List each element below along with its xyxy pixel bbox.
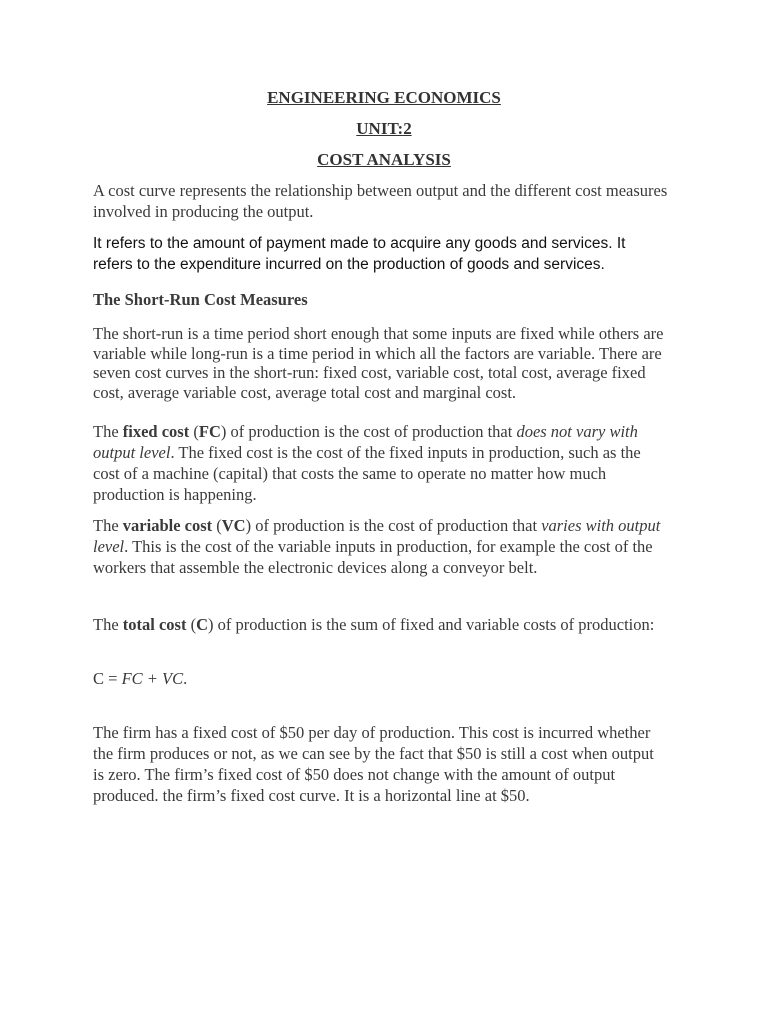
definition-paragraph: It refers to the amount of payment made to acquire any goods and services. It refers to the expenditure incurred on the production of goods and services. <box>93 235 626 273</box>
total-cost-term: total cost <box>122 615 187 634</box>
total-cost-paragraph <box>93 614 668 635</box>
short-run-heading: The Short-Run Cost Measures <box>93 290 308 309</box>
variable-cost-paren-close: ) <box>245 516 252 535</box>
total-cost-rest: of production is the sum of fixed and variable costs of production: <box>213 615 655 634</box>
variable-cost-emphasis: varies with output level <box>93 516 661 556</box>
fixed-cost-rest: . The fixed cost is the cost of the fixed inputs in production, such as the cost of a machine (capital) that costs the same to operate no matter how much production is happening. <box>93 443 641 504</box>
intro-paragraph: A cost curve represents the relationship between output and the different cost measures involved in producing the output. <box>93 181 668 221</box>
variable-cost-pre: The <box>93 516 123 535</box>
variable-cost-rest: . This is the cost of the variable inputs in production, for example the cost of the workers that assemble the electronic devices along a conveyor belt. <box>93 537 653 577</box>
fixed-cost-abbr: FC <box>198 422 221 441</box>
total-cost-formula <box>93 668 668 689</box>
total-cost-paren-close: ) <box>208 615 214 634</box>
formula-end: . <box>183 669 188 688</box>
variable-cost-paragraph <box>93 515 668 578</box>
variable-cost-paren-open: ( <box>212 516 222 535</box>
fixed-cost-emphasis: does not vary with output level <box>93 422 638 462</box>
short-run-paragraph: The short-run is a time period short enough that some inputs are fixed while others are variable while long-run is a time period in which all the factors are variable. There are seven cost curves in the short-run: fixed cost, variable cost, total cost, average fixed cost, average variable cost, average total cost and marginal cost. <box>93 324 664 402</box>
fixed-cost-paren-close: ) <box>220 422 227 441</box>
fixed-cost-mid: of production is the cost of production that <box>226 422 517 441</box>
variable-cost-mid: of production is the cost of production that <box>251 516 542 535</box>
total-cost-abbr: C <box>196 615 209 634</box>
formula-lhs: C = <box>93 669 122 688</box>
variable-cost-abbr: VC <box>221 516 246 535</box>
fixed-cost-term: fixed cost <box>122 422 190 441</box>
document-title: ENGINEERING ECONOMICS <box>267 88 501 107</box>
unit-heading: UNIT:2 <box>356 119 412 138</box>
topic-heading: COST ANALYSIS <box>317 150 451 169</box>
fixed-cost-paragraph <box>93 421 668 505</box>
total-cost-paren-open: ( <box>186 615 197 634</box>
formula-rhs: FC + VC <box>121 669 184 688</box>
fixed-cost-example-paragraph: The firm has a fixed cost of $50 per day of production. This cost is incurred whether the firm produces or not, as we can see by the fact that $50 is still a cost when output is zero. The firm’s fixed cost of $50 does not change with the amount of output produced. the firm’s fixed cost curve. It is a horizontal line at $50. <box>93 723 654 805</box>
variable-cost-term: variable cost <box>122 516 213 535</box>
fixed-cost-pre: The <box>93 422 123 441</box>
total-cost-pre: The <box>93 615 123 634</box>
fixed-cost-paren-open: ( <box>189 422 199 441</box>
